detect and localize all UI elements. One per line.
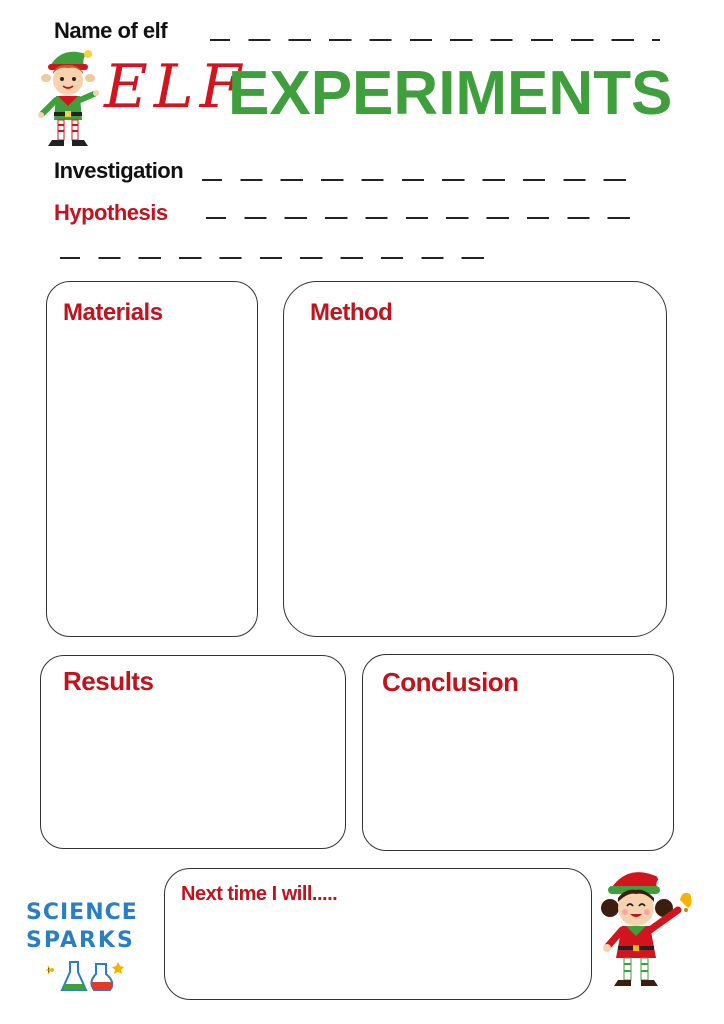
materials-box[interactable] — [46, 281, 258, 637]
logo-line-science: SCIENCE — [26, 900, 138, 925]
method-box[interactable] — [283, 281, 667, 637]
investigation-line[interactable] — [202, 179, 632, 181]
elf-title: ELF — [104, 52, 248, 122]
boy-elf-icon — [36, 44, 100, 152]
results-box[interactable] — [40, 655, 346, 849]
method-heading: Method — [310, 299, 393, 326]
girl-elf-icon — [598, 864, 698, 992]
name-of-elf-line[interactable] — [210, 39, 660, 41]
materials-heading: Materials — [63, 299, 163, 326]
hypothesis-label: Hypothesis — [54, 200, 168, 225]
hypothesis-line-1[interactable] — [206, 217, 636, 219]
hypothesis-line-2[interactable] — [60, 257, 490, 259]
logo-line-sparks: SPARKS — [26, 928, 135, 953]
investigation-label: Investigation — [54, 158, 184, 183]
next-time-heading: Next time I will..... — [181, 883, 338, 905]
conclusion-box[interactable] — [362, 654, 674, 851]
science-sparks-logo — [24, 896, 138, 996]
results-heading: Results — [63, 666, 154, 696]
experiments-title: EXPERIMENTS — [228, 59, 673, 128]
conclusion-heading: Conclusion — [382, 667, 519, 697]
name-of-elf-label: Name of elf — [54, 18, 168, 43]
flask-icon — [44, 956, 124, 996]
next-time-box[interactable] — [164, 868, 592, 1000]
